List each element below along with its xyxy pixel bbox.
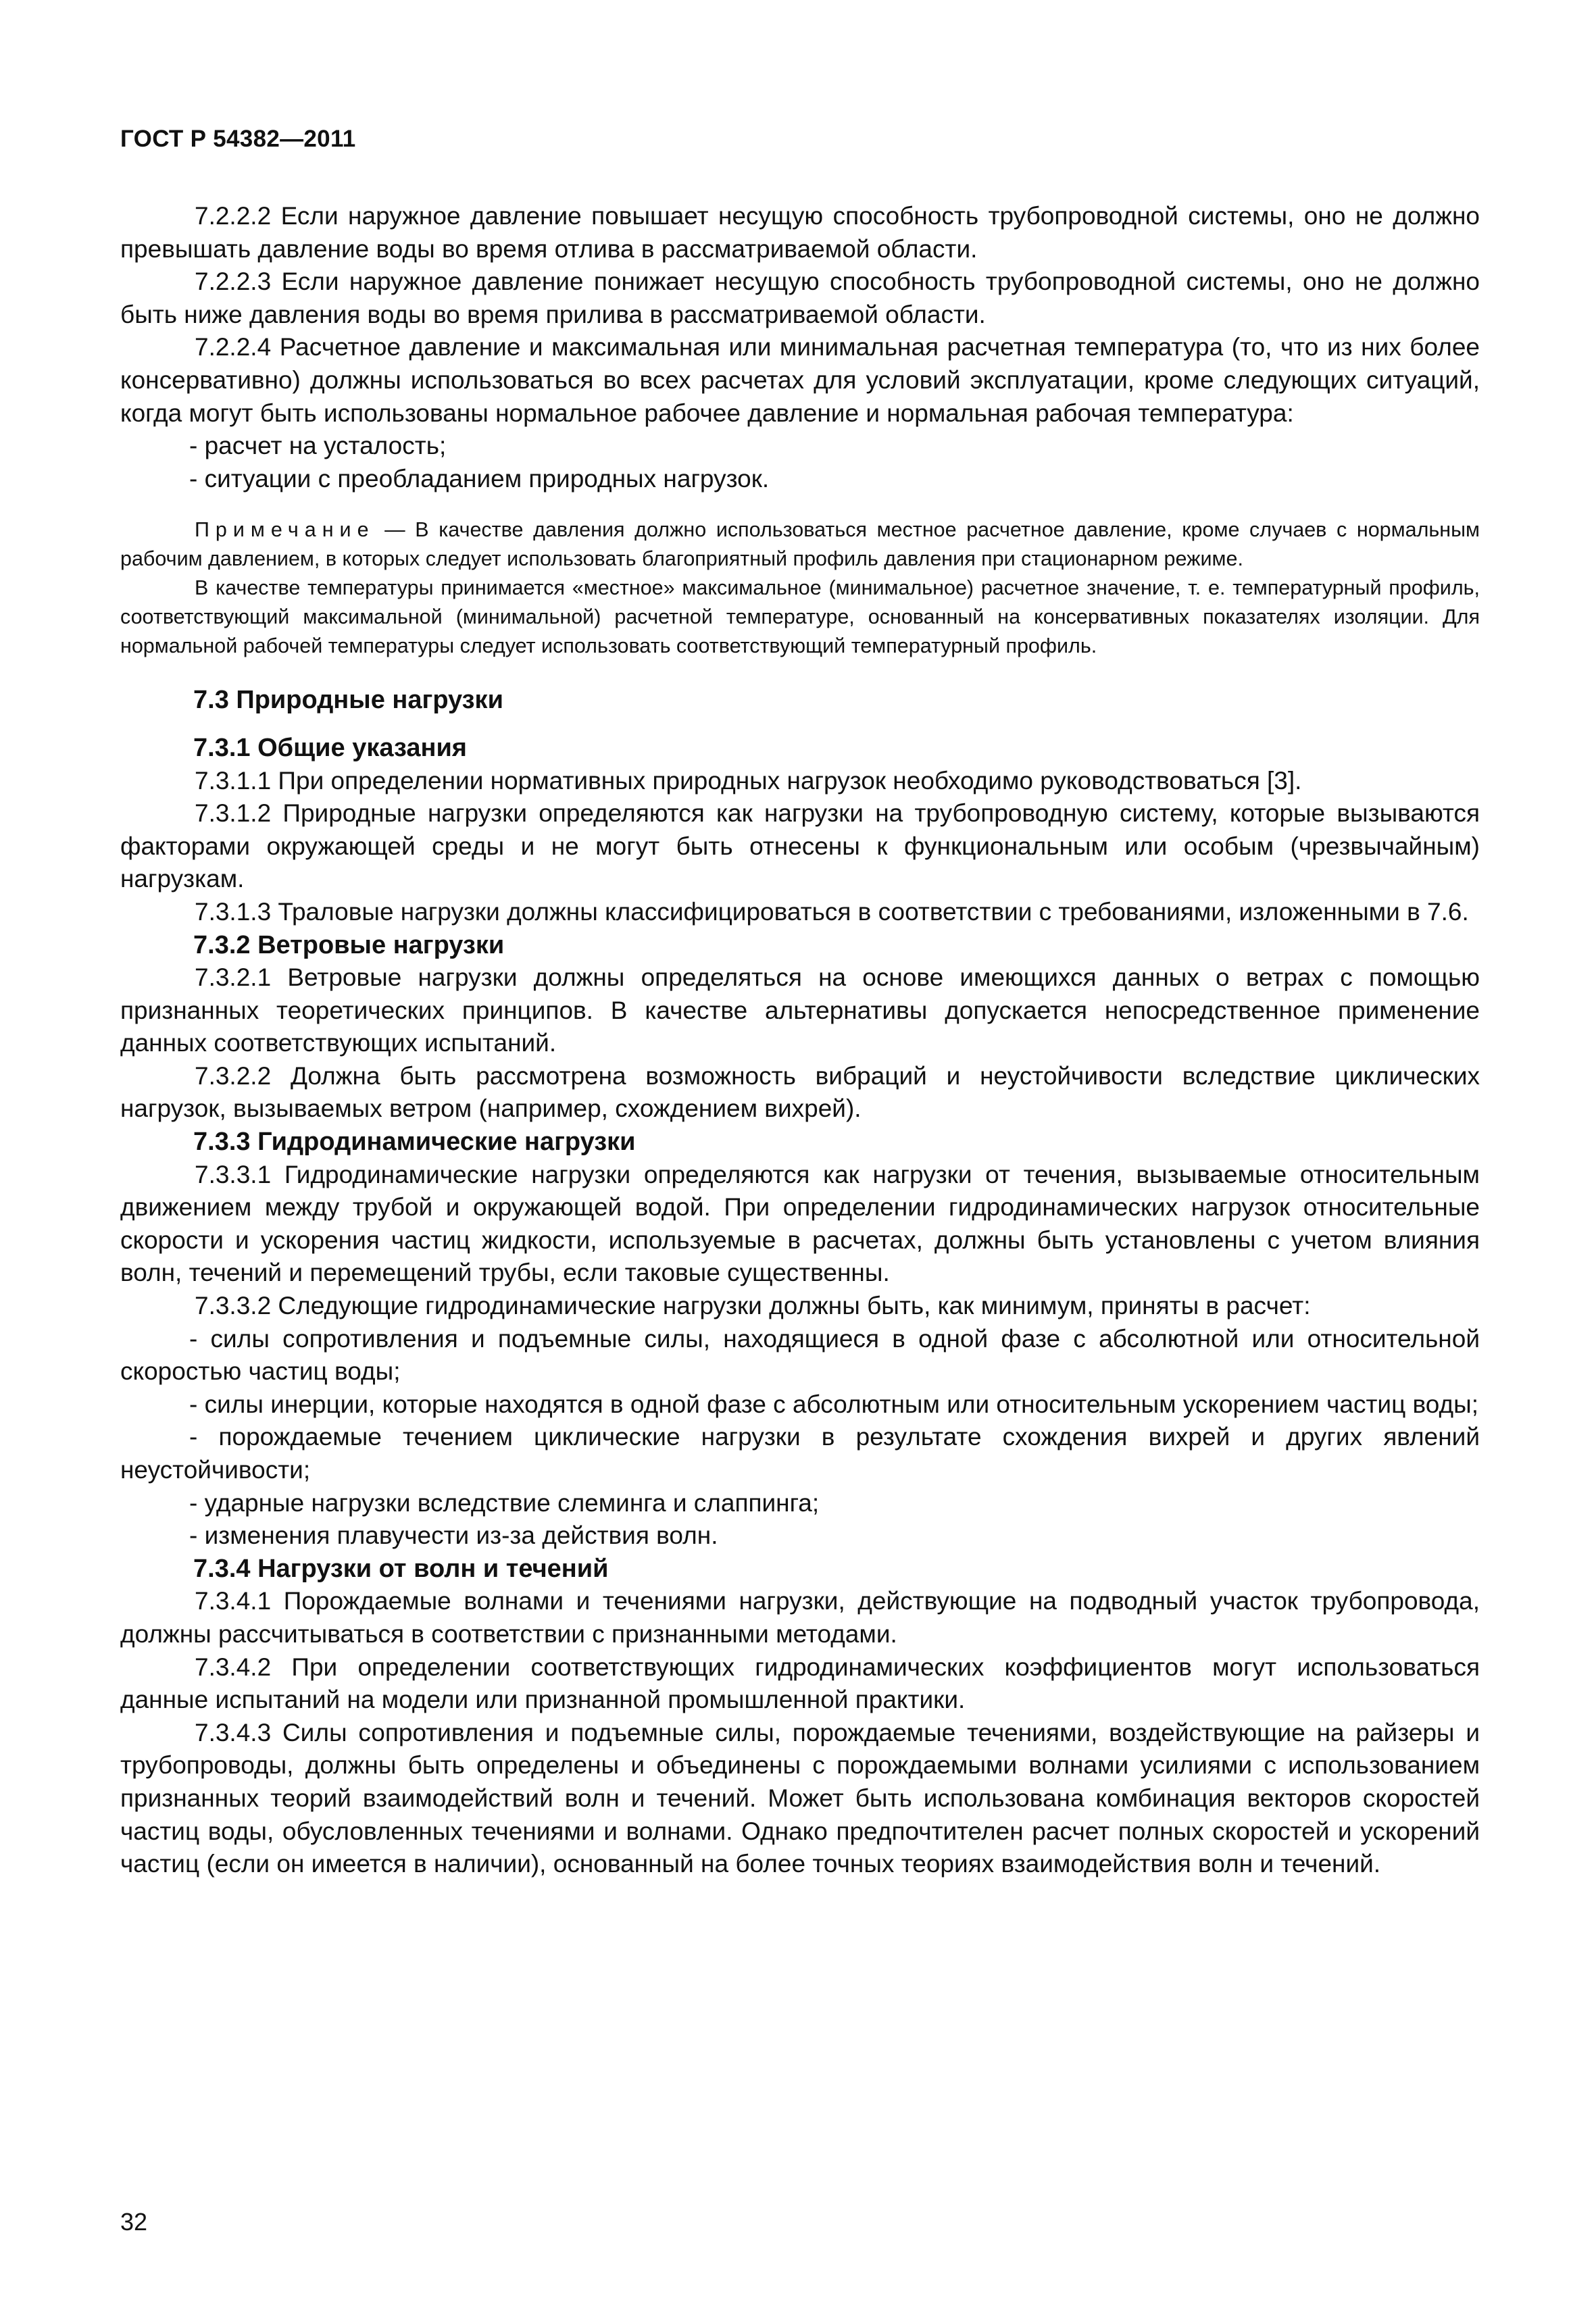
note-label: Примечание [195, 518, 375, 542]
paragraph-7-2-2-3: 7.2.2.3 Если наружное давление понижает несущую способность трубопроводной системы, оно не должно быть ниже давления воды во время прилива в рассматриваемой области. [120, 268, 1480, 328]
list-item: - силы инерции, которые находятся в одной фазе с абсолютным или относительным ускорением частиц воды; [189, 1390, 1479, 1418]
document-header: ГОСТ Р 54382—2011 [120, 126, 356, 152]
page-number: 32 [120, 2208, 148, 2236]
section-heading-7-3-2: 7.3.2 Ветровые нагрузки [193, 930, 505, 959]
paragraph-7-2-2-4: 7.2.2.4 Расчетное давление и максимальная или минимальная расчетная температура (то, что из них более консервативно) должны использоваться во всех расчетах для условий эксплуатации, кроме следующих ситуаций, когда могут быть использованы нормальное рабочее давление и нормальная рабочая температура: [120, 333, 1480, 427]
list-item: - ударные нагрузки вследствие слеминга и слаппинга; [189, 1488, 820, 1517]
paragraph-7-3-4-3: 7.3.4.3 Силы сопротивления и подъемные силы, порождаемые течениями, воздействующие на райзеры и трубопроводы, должны быть определены и объединены с порождаемыми волнами усилиями с использованием признанных теорий взаимодействий волн и течений. Может быть использована комбинация векторов скоростей частиц воды, обусловленных течениями и волнами. Однако предпочтителен расчет полных скоростей и ускорений частиц (если он имеется в наличии), основанный на более точных теориях взаимодействия волн и течений. [120, 1718, 1480, 1878]
paragraph-7-3-3-1: 7.3.3.1 Гидродинамические нагрузки определяются как нагрузки от течения, вызываемые относительным движением между трубой и окружающей водой. При определении гидродинамических нагрузок относительные скорости и ускорения частиц жидкости, используемые в расчетах, должны быть установлены с учетом влияния волн, течений и перемещений трубы, если таковые существенны. [120, 1160, 1480, 1287]
note-block [120, 515, 1480, 661]
list-item: - порождаемые течением циклические нагрузки в результате схождения вихрей и других явлений неустойчивости; [120, 1423, 1480, 1484]
paragraph-7-2-2-2: 7.2.2.2 Если наружное давление повышает несущую способность трубопроводной системы, оно не должно превышать давление воды во время отлива в рассматриваемой области. [120, 202, 1480, 263]
note-paragraph [120, 515, 1480, 574]
note-paragraph: В качестве температуры принимается «местное» максимальное (минимальное) расчетное значение, т. е. температурный профиль, соответствующий максимальной (минимальной) расчетной температуре, основанный на консервативных показателях изоляции. Для нормальной рабочей температуры следует использовать соответствующий температурный профиль. [120, 576, 1480, 658]
paragraph-7-3-2-2: 7.3.2.2 Должна быть рассмотрена возможность вибраций и неустойчивости вследствие циклических нагрузок, вызываемых ветром (например, схождением вихрей). [120, 1061, 1480, 1123]
paragraph-7-3-1-1: 7.3.1.1 При определении нормативных природных нагрузок необходимо руководствоваться [3]. [195, 766, 1302, 795]
list-item: - ситуации с преобладанием природных нагрузок. [189, 464, 770, 493]
paragraph-7-3-4-1: 7.3.4.1 Порождаемые волнами и течениями нагрузки, действующие на подводный участок трубопровода, должны рассчитываться в соответствии с признанными методами. [120, 1587, 1480, 1648]
paragraph-7-3-1-3: 7.3.1.3 Траловые нагрузки должны классифицироваться в соответствии с требованиями, изложенными в 7.6. [195, 897, 1469, 926]
note-text: — В качестве давления должно использоваться местное расчетное давление, кроме случаев с нормальным рабочим давлением, в которых следует использовать благоприятный профиль давления при стационарном режиме. [120, 518, 1480, 571]
list-item: - расчет на усталость; [189, 432, 447, 460]
paragraph-7-3-4-2: 7.3.4.2 При определении соответствующих гидродинамических коэффициентов могут использоваться данные испытаний на модели или признанной промышленной практики. [120, 1653, 1480, 1714]
section-heading-7-3-4: 7.3.4 Нагрузки от волн и течений [193, 1554, 609, 1583]
paragraph-7-3-1-2: 7.3.1.2 Природные нагрузки определяются как нагрузки на трубопроводную систему, которые вызываются факторами окружающей среды и не могут быть отнесены к функциональным или особым (чрезвычайным) нагрузкам. [120, 799, 1480, 893]
document-body [120, 200, 1480, 1881]
paragraph-7-3-2-1: 7.3.2.1 Ветровые нагрузки должны определяться на основе имеющихся данных о ветрах с помощью признанных теоретических принципов. В качестве альтернативы допускается непосредственное применение данных соответствующих испытаний. [120, 963, 1480, 1057]
section-heading-7-3-3: 7.3.3 Гидродинамические нагрузки [193, 1128, 636, 1157]
list-item: - изменения плавучести из-за действия волн. [189, 1521, 718, 1550]
section-heading-7-3-1: 7.3.1 Общие указания [193, 733, 467, 762]
list-item: - силы сопротивления и подъемные силы, находящиеся в одной фазе с абсолютной или относительной скоростью частиц воды; [120, 1324, 1480, 1386]
section-heading-7-3: 7.3 Природные нагрузки [193, 686, 503, 715]
paragraph-7-3-3-2: 7.3.3.2 Следующие гидродинамические нагрузки должны быть, как минимум, приняты в расчет: [195, 1292, 1311, 1320]
